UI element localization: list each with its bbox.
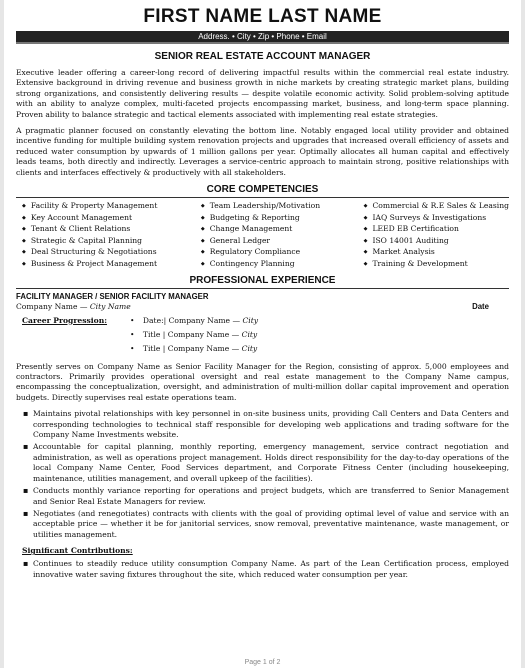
competency-item: ◆ Change Management xyxy=(201,224,320,236)
job-company xyxy=(16,302,131,312)
competency-item: ◆ General Ledger xyxy=(201,236,320,248)
progression-prefix: Title xyxy=(142,343,161,353)
progression-prefix: Date: xyxy=(142,315,164,325)
contact-bar: Address. • City • Zip • Phone • Email xyxy=(16,31,509,44)
progression-city: City xyxy=(241,329,258,339)
job-bullet: ▪ Maintains pivotal relationships with key personnel in on-site business units, providing Call Centers and Data Centers and corresponding technologies to technical staff responsible for developing web applications and trading software for the Company Name Investments website. xyxy=(33,409,509,440)
progression-city: City xyxy=(241,343,258,353)
company-city: City Name xyxy=(89,301,131,311)
progression-company: | Company Name — xyxy=(162,329,240,339)
progression-city: City xyxy=(242,315,259,325)
summary-paragraph-1: Executive leader offering a career-long record of delivering impactful results within the commercial real estate industry. Extensive background in driving revenue and business growth in niche markets by creating strategic market plans, building strong organizations, and consistently delivering results — despite volatile economic activity. Solid problem-solving aptitude with an ability to analyze complex, multi-faceted projects encompassing market, business, and long-term space planning. Proven ability to balance strategic and tactical elements associated with implementing real estate strategies. xyxy=(16,68,509,119)
competency-item: ◆ Business & Project Management xyxy=(22,259,157,271)
job-title: FACILITY MANAGER / SENIOR FACILITY MANAGER xyxy=(16,291,209,301)
job-bullet: ▪ Conducts monthly variance reporting for operations and project budgets, which are transferred to Senior Management and Senior Real Estate Managers for review. xyxy=(33,486,509,507)
competency-item: ◆ Team Leadership/Motivation xyxy=(201,201,320,213)
contributions-list xyxy=(16,559,509,580)
competency-item: ◆ Budgeting & Reporting xyxy=(201,213,320,225)
competency-item: ◆ Contingency Planning xyxy=(201,259,320,271)
competency-item: ◆ ISO 14001 Auditing xyxy=(364,236,509,248)
job-bullet: ▪ Negotiates (and renegotiates) contracts with clients with the goal of providing optimal level of value and service with an acceptable price — whether it be for janitorial services, snow removal, preventative maintenance, waste management, or utilities management. xyxy=(33,509,509,540)
resume-headline: SENIOR REAL ESTATE ACCOUNT MANAGER xyxy=(154,51,371,62)
career-progression-label: Career Progression: xyxy=(22,315,108,325)
competencies-column-2 xyxy=(201,201,320,271)
candidate-name: FIRST NAME LAST NAME xyxy=(143,6,382,27)
competency-item: ◆ IAQ Surveys & Investigations xyxy=(364,213,509,225)
job-bullet: ▪ Accountable for capital planning, monthly reporting, emergency management, service contract negotiation and administration, as well as operations project management. Holds direct responsibility for the day-to-day operations of the local Company Name Center, Food Services department, and Corporate Fitness Center (including housekeeping, maintenance, utilities management, and overall upkeep of the facilities). xyxy=(33,442,509,484)
progression-item xyxy=(130,344,258,354)
progression-prefix: Title xyxy=(142,329,161,339)
progression-company: | Company Name — xyxy=(163,315,241,325)
contributions-heading: Significant Contributions: xyxy=(22,546,133,556)
competency-item: ◆ Deal Structuring & Negotiations xyxy=(22,247,157,259)
competency-item: ◆ Commercial & R.E Sales & Leasing xyxy=(364,201,509,213)
competencies-grid xyxy=(16,201,509,271)
career-progression xyxy=(16,316,509,358)
summary-paragraph-2: A pragmatic planner focused on constantly elevating the bottom line. Notably engaged local utility provider and obtained incentive funding for multiple building system renovation projects and upgrades that increased overall efficiency of assets and reduced water consumption by upwards of 1 million gallons per year. Optimally allocates all human capital and effectively leads teams, both directly and indirectly. Leverages a service-centric approach to maintain strong, positive relationships with clients and interfaces effectively & productively with all stakeholders. xyxy=(16,126,509,177)
competency-item: ◆ Key Account Management xyxy=(22,213,157,225)
job-company-row xyxy=(16,302,509,312)
competency-item: ◆ Strategic & Capital Planning xyxy=(22,236,157,248)
competencies-column-1 xyxy=(22,201,157,271)
career-progression-list xyxy=(130,316,258,358)
job-date: Date xyxy=(472,301,489,311)
competency-item: ◆ Tenant & Client Relations xyxy=(22,224,157,236)
progression-company: | Company Name — xyxy=(162,343,240,353)
experience-heading: PROFESSIONAL EXPERIENCE xyxy=(16,275,509,289)
competency-item: ◆ Training & Development xyxy=(364,259,509,271)
competency-item: ◆ Regulatory Compliance xyxy=(201,247,320,259)
job-description: Presently serves on Company Name as Senior Facility Manager for the Region, consisting of approx. 5,000 employees and contractors. Primarily provides operational oversight and real estate management to the Company Name campus, encompassing the conceptualization, oversight, and administration of multi-million dollar capital improvement and operation budgets. Directly supervises real estate operations team. xyxy=(16,361,509,402)
competencies-heading: CORE COMPETENCIES xyxy=(16,184,509,198)
competencies-column-3 xyxy=(364,201,509,271)
competency-item: ◆ Facility & Property Management xyxy=(22,201,157,213)
competency-item: ◆ Market Analysis xyxy=(364,247,509,259)
company-name: Company Name — xyxy=(16,301,88,311)
page-number: Page 1 of 2 xyxy=(244,659,281,666)
resume-page xyxy=(4,0,521,668)
competency-item: ◆ LEED EB Certification xyxy=(364,224,509,236)
job-bullets xyxy=(16,409,509,540)
contribution-item: ▪ Continues to steadily reduce utility consumption Company Name. As part of the Lean Certification process, employed innovative water saving fixtures throughout the site, which reduced water consumption per year. xyxy=(33,559,509,580)
progression-item xyxy=(130,330,258,340)
progression-item xyxy=(130,316,258,326)
